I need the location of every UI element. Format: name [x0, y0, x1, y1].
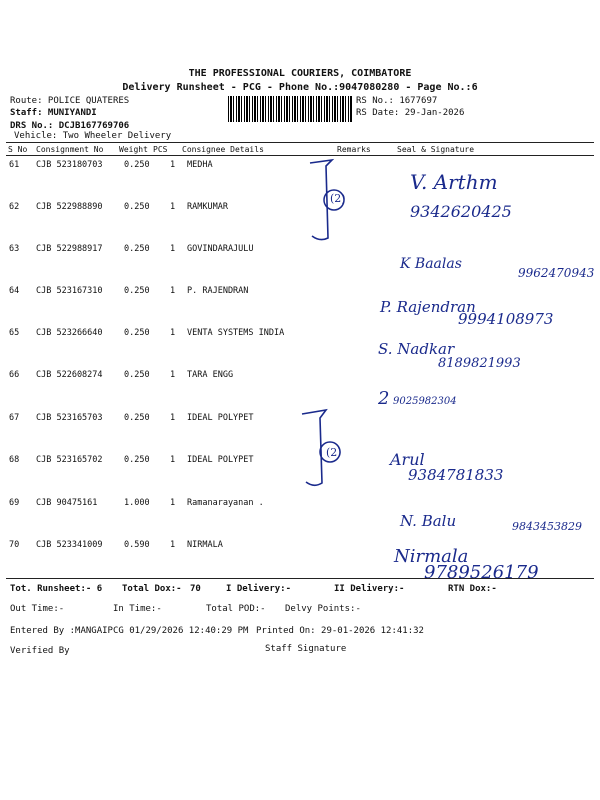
signature-66: 2 — [378, 388, 390, 409]
phone-63: 9962470943 — [518, 266, 595, 280]
col-consignee: Consignee Details — [182, 145, 264, 154]
row-sno: 64 — [9, 286, 20, 296]
tot-runsheet: Tot. Runsheet:- 6 — [10, 584, 103, 594]
rtn-dox: RTN Dox:- — [448, 584, 497, 594]
row-sno: 61 — [9, 160, 20, 170]
drs-label: DRS No.: DCJB167769706 — [10, 121, 130, 131]
row-weight: 0.250 — [124, 455, 150, 465]
delvy-points: Delvy Points:- — [285, 604, 361, 614]
row-sno: 70 — [9, 540, 20, 550]
row-weight: 0.250 — [124, 286, 150, 296]
entered-by: Entered By :MANGAIPCG 01/29/2026 12:40:29 PM — [10, 626, 249, 636]
row-pcs: 1 — [170, 540, 176, 550]
in-time: In Time:- — [113, 604, 162, 614]
bracket-count-top: (2) — [330, 192, 346, 205]
col-seal: Seal & Signature — [397, 145, 475, 154]
row-consignment: CJB 90475161 — [36, 498, 98, 508]
phone-70: 9789526179 — [424, 562, 539, 583]
row-sno: 68 — [9, 455, 20, 465]
row-consignment: CJB 522988917 — [36, 244, 103, 254]
row-consignment: CJB 522988890 — [36, 202, 103, 212]
phone-69: 9843453829 — [512, 520, 582, 533]
printed-on: Printed On: 29-01-2026 12:41:32 — [256, 626, 424, 636]
row-pcs: 1 — [170, 328, 176, 338]
row-consignee: P. RAJENDRAN — [187, 286, 249, 296]
table-row — [0, 498, 600, 538]
col-consignment: Consignment No — [36, 145, 104, 154]
i-delivery: I Delivery:- — [226, 584, 292, 594]
signature-63: K Baalas — [400, 256, 462, 272]
signature-70: Nirmala — [394, 546, 469, 567]
row-consignment: CJB 522608274 — [36, 370, 103, 380]
row-weight: 0.250 — [124, 202, 150, 212]
summary-rule — [6, 578, 594, 579]
phone-66: 9025982304 — [393, 396, 457, 407]
rs-date: RS Date: 29-Jan-2026 — [356, 108, 465, 118]
row-weight: 0.250 — [124, 370, 150, 380]
row-sno: 65 — [9, 328, 20, 338]
row-pcs: 1 — [170, 498, 176, 508]
phone-65: 8189821993 — [438, 356, 521, 371]
col-sno: S No — [8, 145, 28, 154]
rs-number: RS No.: 1677697 — [356, 96, 438, 106]
row-sno: 62 — [9, 202, 20, 212]
row-consignment: CJB 523266640 — [36, 328, 103, 338]
col-remarks: Remarks — [337, 145, 371, 154]
row-sno: 69 — [9, 498, 20, 508]
ii-delivery: II Delivery:- — [334, 584, 405, 594]
row-consignment: CJB 523341009 — [36, 540, 103, 550]
row-consignee: Ramanarayanan . — [187, 498, 264, 508]
verified-by: Verified By — [10, 646, 70, 656]
barcode — [228, 96, 352, 122]
company-title: THE PROFESSIONAL COURIERS, COIMBATORE — [188, 68, 412, 79]
col-weight: Weight — [119, 145, 148, 154]
row-weight: 0.590 — [124, 540, 150, 550]
vehicle-label: Vehicle: Two Wheeler Delivery — [14, 131, 172, 141]
row-consignee: IDEAL POLYPET — [187, 455, 254, 465]
row-consignment: CJB 523167310 — [36, 286, 103, 296]
table-row — [0, 244, 600, 284]
row-consignment: CJB 523180703 — [36, 160, 103, 170]
header-rule-top — [6, 142, 594, 143]
row-pcs: 1 — [170, 202, 176, 212]
bracket-mark-top — [290, 158, 360, 248]
table-row — [0, 370, 600, 410]
row-weight: 0.250 — [124, 413, 150, 423]
row-consignee: GOVINDARAJULU — [187, 244, 254, 254]
signature-64: P. Rajendran — [380, 298, 476, 316]
row-consignment: CJB 523165702 — [36, 455, 103, 465]
total-pod: Total POD:- — [206, 604, 266, 614]
row-weight: 0.250 — [124, 160, 150, 170]
route-label: Route: POLICE QUATERES — [10, 96, 130, 106]
row-pcs: 1 — [170, 370, 176, 380]
row-consignee: RAMKUMAR — [187, 202, 228, 212]
out-time: Out Time:- — [10, 604, 65, 614]
signature-68: Arul — [390, 450, 425, 469]
phone-68: 9384781833 — [408, 466, 504, 484]
row-weight: 0.250 — [124, 328, 150, 338]
total-dox-label: Total Dox:- — [122, 584, 182, 594]
row-pcs: 1 — [170, 160, 176, 170]
row-consignee: TARA ENGG — [187, 370, 234, 380]
staff-label: Staff: MUNIYANDI — [10, 108, 97, 118]
row-sno: 67 — [9, 413, 20, 423]
row-consignee: NIRMALA — [187, 540, 223, 550]
row-sno: 66 — [9, 370, 20, 380]
staff-signature: Staff Signature — [265, 644, 347, 654]
row-pcs: 1 — [170, 286, 176, 296]
total-dox-value: 70 — [190, 584, 201, 594]
row-pcs: 1 — [170, 244, 176, 254]
runsheet-subtitle: Delivery Runsheet - PCG - Phone No.:9047080280 - Page No.:6 — [122, 82, 478, 93]
row-consignee: VENTA SYSTEMS INDIA — [187, 328, 285, 338]
signature-61: V. Arthm — [410, 170, 498, 194]
header-rule-bottom — [6, 155, 594, 156]
row-sno: 63 — [9, 244, 20, 254]
phone-64: 9994108973 — [458, 310, 554, 328]
signature-65: S. Nadkar — [378, 340, 455, 358]
row-consignment: CJB 523165703 — [36, 413, 103, 423]
bracket-count-bottom: (2) — [326, 446, 342, 459]
col-pcs: PCS — [153, 145, 168, 154]
row-consignee: MEDHA — [187, 160, 213, 170]
bracket-mark-bottom — [290, 408, 360, 498]
phone-61: 9342620425 — [410, 202, 512, 221]
row-weight: 1.000 — [124, 498, 150, 508]
signature-69: N. Balu — [400, 512, 457, 530]
row-consignee: IDEAL POLYPET — [187, 413, 254, 423]
row-weight: 0.250 — [124, 244, 150, 254]
row-pcs: 1 — [170, 413, 176, 423]
row-pcs: 1 — [170, 455, 176, 465]
